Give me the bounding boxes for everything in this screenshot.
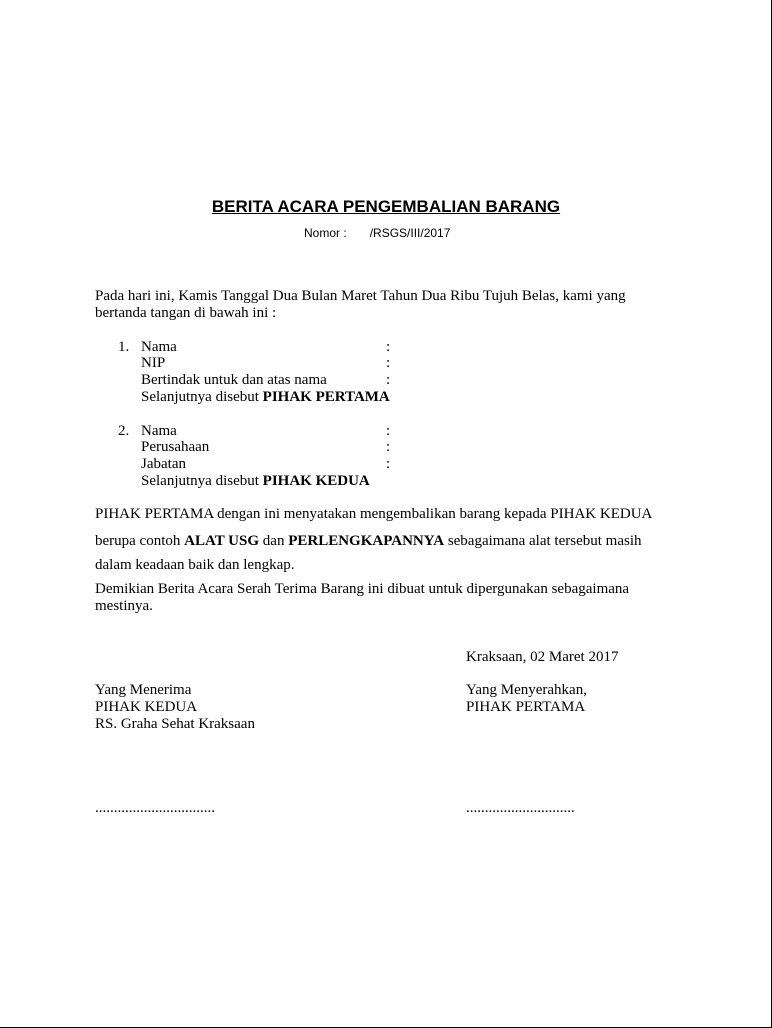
intro-line-2: bertanda tangan di bawah ini :	[95, 305, 277, 321]
document-title: BERITA ACARA PENGEMBALIAN BARANG	[211, 197, 561, 216]
intro-line-1: Pada hari ini, Kamis Tanggal Dua Bulan Maret Tahun Dua Ribu Tujuh Belas, kami yang	[95, 288, 626, 304]
party-2-field-colon: :	[386, 423, 391, 439]
designation-bold: PIHAK PERTAMA	[262, 389, 390, 405]
designation-prefix: Selanjutnya disebut	[141, 389, 263, 405]
body-2-line-1: Demikian Berita Acara Serah Terima Barang ini dibuat untuk dipergunakan sebagaimana	[95, 581, 630, 597]
party-1-field-colon: :	[386, 339, 391, 355]
left-sign-organization: RS. Graha Sehat Kraksaan	[95, 716, 255, 732]
right-sign-party: PIHAK PERTAMA	[466, 699, 586, 715]
left-sign-role: Yang Menerima	[95, 682, 192, 698]
body-1-line-2	[95, 533, 642, 550]
party-1-designation	[141, 389, 390, 406]
document-number	[304, 225, 450, 242]
body-1-line-1: PIHAK PERTAMA dengan ini menyatakan mengembalikan barang kepada PIHAK KEDUA	[95, 506, 653, 522]
nomor-label: Nomor :	[304, 226, 347, 240]
designation-prefix: Selanjutnya disebut	[141, 473, 263, 489]
party-1-field-label: Bertindak untuk dan atas nama	[141, 372, 327, 388]
designation-bold: PIHAK KEDUA	[262, 473, 370, 489]
body-2-line-2: mestinya.	[95, 598, 153, 614]
right-sign-role: Yang Menyerahkan,	[466, 682, 587, 698]
party-2-field-label: Perusahaan	[141, 439, 210, 455]
body-text: berupa contoh	[95, 533, 185, 549]
party-1-field-colon: :	[386, 372, 391, 388]
body-bold-item: ALAT USG	[184, 533, 260, 549]
party-2-field-label: Jabatan	[141, 456, 186, 472]
party-1-number: 1.	[118, 339, 130, 355]
party-2-field-label: Nama	[141, 423, 177, 439]
party-2-field-colon: :	[386, 456, 391, 472]
nomor-value: /RSGS/III/2017	[369, 226, 451, 240]
left-signature-line: ................................	[95, 800, 215, 816]
right-signature-line: .............................	[466, 800, 575, 816]
left-sign-party: PIHAK KEDUA	[95, 699, 198, 715]
place-date: Kraksaan, 02 Maret 2017	[466, 649, 619, 665]
body-text: sebagaimana alat tersebut masih	[444, 533, 642, 549]
party-2-field-colon: :	[386, 439, 391, 455]
body-bold-item: PERLENGKAPANNYA	[288, 533, 445, 549]
party-1-field-label: NIP	[141, 355, 166, 371]
body-1-line-3: dalam keadaan baik dan lengkap.	[95, 557, 295, 573]
party-1-field-colon: :	[386, 355, 391, 371]
body-text: dan	[259, 533, 289, 549]
party-2-designation	[141, 473, 370, 490]
party-2-number: 2.	[118, 423, 130, 439]
party-1-field-label: Nama	[141, 339, 177, 355]
